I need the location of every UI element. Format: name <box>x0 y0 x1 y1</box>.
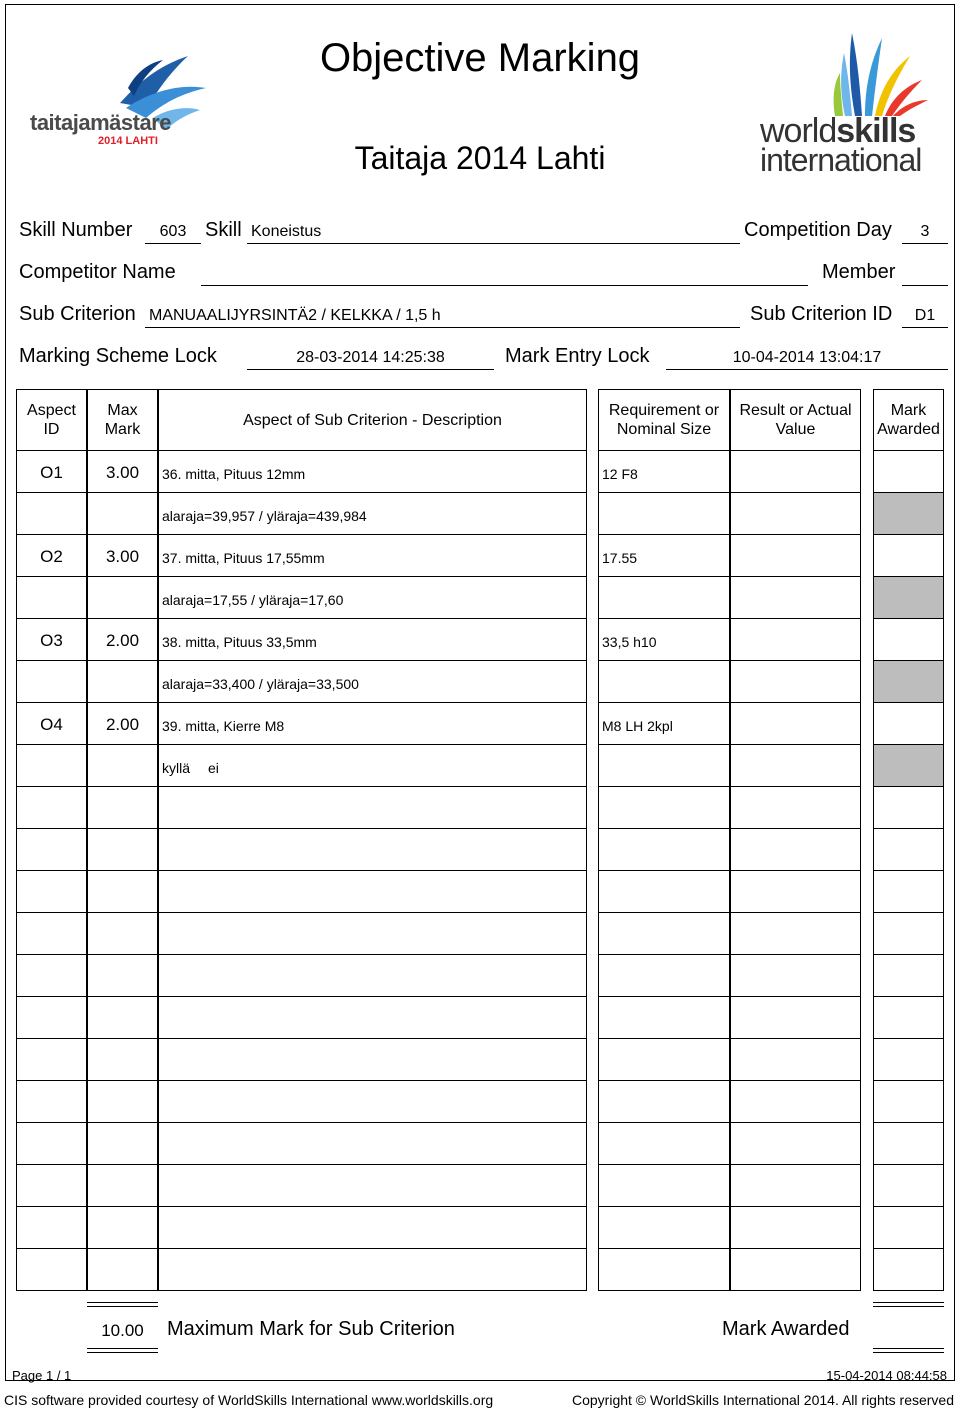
cell-max <box>87 871 158 913</box>
cell-max <box>87 955 158 997</box>
max-mark-label: Maximum Mark for Sub Criterion <box>167 1318 455 1340</box>
cell-res[interactable] <box>730 955 861 997</box>
header-result-text: Result or Actual Value <box>739 402 852 438</box>
cell-res[interactable] <box>730 871 861 913</box>
cell-id <box>16 871 87 913</box>
cell-aw[interactable] <box>873 955 944 997</box>
cell-id <box>16 577 87 619</box>
cell-desc <box>158 871 587 913</box>
cell-aw[interactable] <box>873 787 944 829</box>
mark-entry-lock-value: 10-04-2014 13:04:17 <box>732 349 882 366</box>
max-mark: 3.00 <box>105 463 140 482</box>
footer-credit: CIS software provided courtesy of WorldSkills International www.worldskills.org <box>4 1392 494 1408</box>
aspect-detail: alaraja=33,400 / yläraja=33,500 <box>162 676 359 692</box>
mark-entry-lock-label: Mark Entry Lock <box>505 345 650 367</box>
max-mark: 2.00 <box>105 715 140 734</box>
skill-number-value[interactable]: 603 <box>159 223 187 240</box>
cell-desc <box>158 1249 587 1291</box>
cell-req <box>598 787 730 829</box>
cell-aw[interactable] <box>873 997 944 1039</box>
cell-max <box>87 913 158 955</box>
page-number: Page 1 / 1 <box>12 1368 72 1383</box>
cell-req <box>598 997 730 1039</box>
cell-aw[interactable] <box>873 1039 944 1081</box>
cell-max <box>87 661 158 703</box>
logo-world-light: world <box>760 112 837 150</box>
sub-criterion-id-underline <box>902 327 948 328</box>
cell-max <box>87 1081 158 1123</box>
aspect-detail: alaraja=17,55 / yläraja=17,60 <box>162 592 344 608</box>
cell-id <box>16 1165 87 1207</box>
sub-criterion-id-value[interactable]: D1 <box>914 307 936 324</box>
cell-req <box>598 871 730 913</box>
aspect-id: O1 <box>40 463 63 482</box>
header-max-mark-text: Max Mark <box>104 402 141 438</box>
cell-id <box>16 1081 87 1123</box>
mark-awarded-total[interactable] <box>873 1321 944 1341</box>
header-description <box>158 389 587 451</box>
cell-aw <box>873 493 944 535</box>
cell-id <box>16 1207 87 1249</box>
cell-req <box>598 493 730 535</box>
aspect-detail: alaraja=39,957 / yläraja=439,984 <box>162 508 367 524</box>
max-total-rule-top <box>87 1302 158 1307</box>
cell-desc <box>158 1081 587 1123</box>
requirement-value: 12 F8 <box>602 466 638 482</box>
marking-scheme-lock-underline <box>247 369 494 370</box>
cell-res[interactable] <box>730 1249 861 1291</box>
header-mark-awarded-text: Mark Awarded <box>877 402 940 438</box>
cell-max <box>87 829 158 871</box>
cell-max <box>87 1123 158 1165</box>
mark-entry-lock-underline <box>666 369 948 370</box>
cell-id <box>16 997 87 1039</box>
marking-scheme-lock-value: 28-03-2014 14:25:38 <box>296 349 445 366</box>
requirement-value: 17.55 <box>602 550 638 566</box>
cell-aw[interactable] <box>873 451 944 493</box>
cell-req <box>598 913 730 955</box>
cell-aw[interactable] <box>873 619 944 661</box>
cell-id <box>16 829 87 871</box>
logo-international: international <box>760 142 922 178</box>
cell-aw[interactable] <box>873 1081 944 1123</box>
sub-criterion-underline <box>145 327 740 328</box>
cell-req <box>598 1039 730 1081</box>
cell-req <box>598 1081 730 1123</box>
cell-req <box>598 577 730 619</box>
cell-aw[interactable] <box>873 871 944 913</box>
aspect-description: 37. mitta, Pituus 17,55mm <box>162 550 325 566</box>
header-max-mark <box>87 389 158 451</box>
header-aspect-id-text: Aspect ID <box>27 402 76 438</box>
cell-res[interactable] <box>730 829 861 871</box>
cell-res[interactable] <box>730 619 861 661</box>
cell-desc <box>158 913 587 955</box>
requirement-value: 33,5 h10 <box>602 634 657 650</box>
aspect-description: 36. mitta, Pituus 12mm <box>162 466 306 482</box>
print-timestamp: 15-04-2014 08:44:58 <box>826 1368 947 1383</box>
cell-res[interactable] <box>730 451 861 493</box>
cell-req <box>598 955 730 997</box>
aspect-description: 38. mitta, Pituus 33,5mm <box>162 634 317 650</box>
cell-res[interactable] <box>730 1039 861 1081</box>
cell-res[interactable] <box>730 703 861 745</box>
cell-max <box>87 577 158 619</box>
header-requirement <box>598 389 730 451</box>
cell-res <box>730 577 861 619</box>
cell-aw[interactable] <box>873 1207 944 1249</box>
cell-res[interactable] <box>730 1207 861 1249</box>
cell-res <box>730 661 861 703</box>
max-mark: 2.00 <box>105 631 140 650</box>
competitor-name-label: Competitor Name <box>19 261 176 283</box>
member-underline <box>902 285 948 286</box>
cell-max <box>87 1039 158 1081</box>
cell-req <box>598 661 730 703</box>
cell-max <box>87 1207 158 1249</box>
cell-id <box>16 1249 87 1291</box>
cell-aw[interactable] <box>873 1123 944 1165</box>
skill-number-label: Skill Number <box>19 219 133 241</box>
cell-desc <box>158 787 587 829</box>
cell-desc <box>158 1207 587 1249</box>
cell-desc <box>158 955 587 997</box>
cell-res[interactable] <box>730 1123 861 1165</box>
competitor-name-underline <box>201 285 808 286</box>
cell-id <box>16 1039 87 1081</box>
header-description-text: Aspect of Sub Criterion - Description <box>243 411 502 429</box>
cell-id <box>16 955 87 997</box>
cell-req <box>598 1207 730 1249</box>
mark-awarded-label: Mark Awarded <box>722 1318 850 1340</box>
competition-day-value[interactable]: 3 <box>920 223 930 240</box>
page-title: Objective Marking <box>319 36 641 80</box>
aspect-id: O4 <box>40 715 63 734</box>
cell-id <box>16 493 87 535</box>
cell-req <box>598 1123 730 1165</box>
cell-id <box>16 913 87 955</box>
cell-aw[interactable] <box>873 1249 944 1291</box>
cell-id <box>16 661 87 703</box>
logo-event: 2014 LAHTI <box>98 135 158 147</box>
cell-desc <box>158 829 587 871</box>
cell-desc <box>158 1039 587 1081</box>
cell-res[interactable] <box>730 1165 861 1207</box>
competition-day-label: Competition Day <box>744 219 892 241</box>
cell-aw <box>873 661 944 703</box>
cell-res[interactable] <box>730 535 861 577</box>
cell-desc <box>158 1123 587 1165</box>
cell-id <box>16 745 87 787</box>
cell-res[interactable] <box>730 997 861 1039</box>
cell-max <box>87 1165 158 1207</box>
cell-aw[interactable] <box>873 703 944 745</box>
cell-res <box>730 493 861 535</box>
sub-criterion-id-label: Sub Criterion ID <box>750 303 893 325</box>
header-result <box>730 389 861 451</box>
cell-max <box>87 997 158 1039</box>
logo-wordmark: taitajamästare <box>30 110 171 135</box>
cell-aw[interactable] <box>873 535 944 577</box>
cell-aw[interactable] <box>873 913 944 955</box>
cell-res[interactable] <box>730 1081 861 1123</box>
skill-number-underline <box>145 243 201 244</box>
footer-copyright: Copyright © WorldSkills International 2014. All rights reserved <box>571 1392 954 1408</box>
option-no[interactable]: ei <box>208 760 219 776</box>
cell-max <box>87 1249 158 1291</box>
cell-max <box>87 493 158 535</box>
cell-desc <box>158 745 587 787</box>
skill-underline <box>247 243 740 244</box>
cell-aw[interactable] <box>873 1165 944 1207</box>
max-total-value: 10.00 <box>101 1321 144 1340</box>
marking-scheme-lock-label: Marking Scheme Lock <box>19 345 217 367</box>
skill-label: Skill <box>205 219 242 241</box>
cell-desc <box>158 1165 587 1207</box>
header-aspect-id <box>16 389 87 451</box>
aspect-id: O2 <box>40 547 63 566</box>
mark-awarded-rule-top <box>873 1302 944 1307</box>
header-mark-awarded <box>873 389 944 451</box>
cell-req <box>598 1165 730 1207</box>
aspect-id: O3 <box>40 631 63 650</box>
cell-res[interactable] <box>730 787 861 829</box>
aspect-description: 39. mitta, Kierre M8 <box>162 718 285 734</box>
max-mark: 3.00 <box>105 547 140 566</box>
header-requirement-text: Requirement or Nominal Size <box>608 402 720 438</box>
max-total-rule-bottom <box>87 1348 158 1353</box>
sub-criterion-label: Sub Criterion <box>19 303 136 325</box>
cell-res[interactable] <box>730 913 861 955</box>
cell-id <box>16 1123 87 1165</box>
cell-max <box>87 787 158 829</box>
member-label: Member <box>822 261 896 283</box>
cell-aw[interactable] <box>873 829 944 871</box>
requirement-value: M8 LH 2kpl <box>602 718 673 734</box>
logo-skills-bold: skills <box>836 112 916 150</box>
page-subtitle: Taitaja 2014 Lahti <box>354 140 606 176</box>
competition-day-underline <box>902 243 948 244</box>
cell-aw <box>873 577 944 619</box>
mark-awarded-rule-bottom <box>873 1348 944 1353</box>
cell-aw <box>873 745 944 787</box>
cell-res <box>730 745 861 787</box>
cell-desc <box>158 997 587 1039</box>
cell-req <box>598 745 730 787</box>
skill-value[interactable]: Koneistus <box>251 223 322 240</box>
cell-req <box>598 829 730 871</box>
cell-id <box>16 787 87 829</box>
cell-max <box>87 745 158 787</box>
option-yes[interactable]: kyllä <box>162 760 191 776</box>
cell-req <box>598 1249 730 1291</box>
sub-criterion-value[interactable]: MANUAALIJYRSINTÄ2 / KELKKA / 1,5 h <box>149 307 441 324</box>
